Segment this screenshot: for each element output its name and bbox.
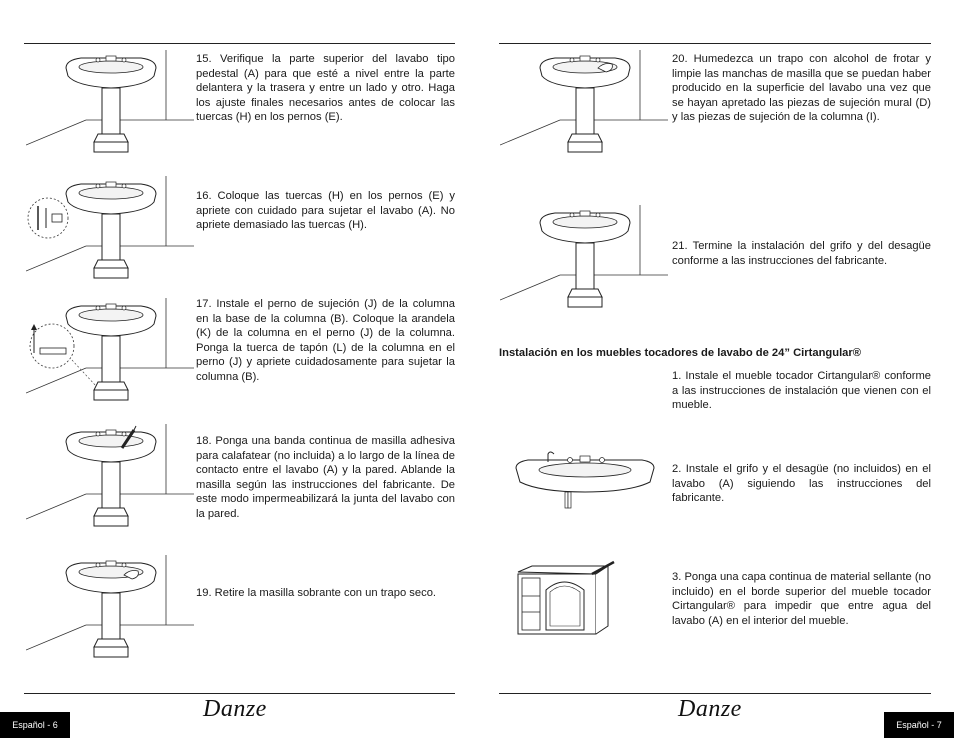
step-20-text: 20. Humedezca un trapo con alcohol de frotar y limpie las manchas de masilla que se puedan haber producido en la superficie del lavabo una vez que se hayan apretado las piezas de sujeción mural (D) y las piezas de sujeción de la columna (I). [672,53,931,124]
step-16-text: 16. Coloque las tuercas (H) en los pernos (E) y apriete con cuidado para sujetar el lavabo (A). No apriete demasiado las tuercas (H). [196,190,455,232]
right-page-number: Español - 7 [884,712,954,738]
step-19-text: 19. Retire la masilla sobrante con un trapo seco. [196,587,437,599]
right-brand-logo: Danze [678,696,742,722]
step-15-text: 15. Verifique la parte superior del lavabo tipo pedestal (A) para que esté a nivel entre la parte delantera y la trasera y entre un lado y otro. Haga los ajuste finales necesarios antes de colocar las tuercas (H) en los pernos (E). [196,53,455,124]
vanity-step-2-text: 2. Instale el grifo y el desagüe (no incluidos) en el lavabo (A) siguiendo las instrucciones del fabricante. [672,463,931,505]
step-18-text: 18. Ponga una banda continua de masilla adhesiva para calafatear (no incluida) a lo largo de la línea de contacto entre el lavabo (A) y la pared. Ablande la masilla según las instrucciones del fabricante. De este modo impermeabilizará la junta del lavabo con la pared. [196,435,455,520]
pedestal-sink-illustration [26,298,194,408]
right-top-rule [499,43,931,44]
pedestal-sink-illustration [26,555,194,665]
pedestal-sink-illustration [26,424,194,534]
left-top-rule [24,43,455,44]
vanity-step-1-text: 1. Instale el mueble tocador Cirtangular® conforme a las instrucciones de instalación que vienen con el mueble. [672,370,931,412]
step-21-text: 21. Termine la instalación del grifo y del desagüe conforme a las instrucciones del fabricante. [672,240,931,267]
pedestal-sink-illustration [26,50,194,160]
pedestal-sink-illustration [26,176,194,286]
left-bottom-rule [24,693,455,694]
section-title: Instalación en los muebles tocadores de lavabo de 24” Cirtangular® [499,347,861,359]
vanity-step-3-text: 3. Ponga una capa continua de material sellante (no incluido) en el borde superior del mueble tocador Cirtangular® para impedir que entre agua del lavabo (A) en el interior del mueble. [672,571,931,627]
vanity-cabinet-illustration [512,560,622,640]
pedestal-sink-illustration [500,205,668,315]
step-17-text: 17. Instale el perno de sujeción (J) de la columna en la base de la columna (B). Coloque la arandela (K) de la columna en el perno (J) de la columna. Ponga la tuerca de tapón (L) de la columna en el perno (J) y apriete cuidadosamente para sujetar la columna (B). [196,298,455,383]
left-brand-logo: Danze [203,696,267,722]
vanity-sink-illustration [510,448,660,514]
right-bottom-rule [499,693,931,694]
pedestal-sink-illustration [500,50,668,160]
left-page-number: Español - 6 [0,712,70,738]
